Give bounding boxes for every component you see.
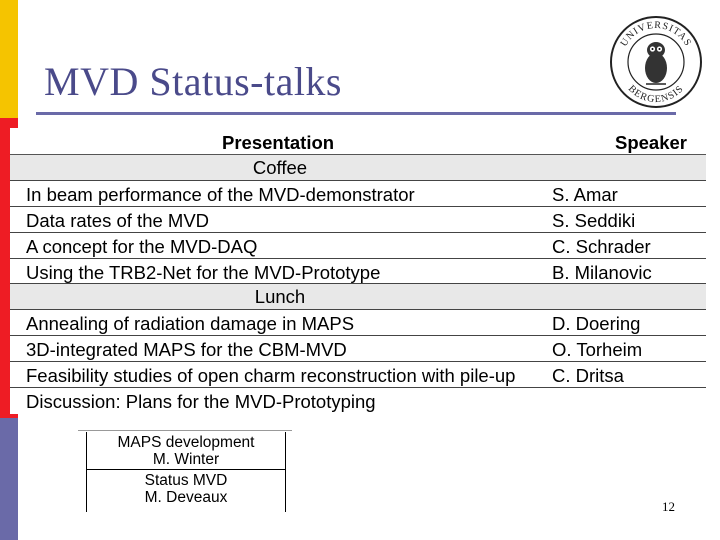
university-seal-logo <box>608 14 704 110</box>
table-row-break-coffee <box>10 155 706 181</box>
sub-talk-title: Status MVD <box>144 472 228 489</box>
column-header-speaker: Speaker <box>615 132 687 153</box>
presentation-title: A concept for the MVD-DAQ <box>26 235 258 257</box>
table-row <box>10 362 706 388</box>
table-row <box>10 310 706 336</box>
speaker-name: S. Seddiki <box>552 209 636 231</box>
speaker-name: C. Dritsa <box>552 365 624 387</box>
speaker-name: D. Doering <box>552 313 641 335</box>
sub-talk-speaker: M. Deveaux <box>144 489 228 506</box>
presentation-title: Using the TRB2-Net for the MVD-Prototype <box>26 261 381 283</box>
presentation-title: In beam performance of the MVD-demonstrator <box>26 183 415 205</box>
page-number: 12 <box>662 499 675 514</box>
table-row <box>10 233 706 259</box>
speaker-name: C. Schrader <box>552 235 651 257</box>
speaker-name: O. Torheim <box>552 339 643 361</box>
sub-schedule-table <box>86 432 286 512</box>
sub-table-top-border <box>78 430 292 431</box>
title-underline <box>36 112 676 115</box>
svg-text:BERGENSIS: BERGENSIS <box>625 83 687 106</box>
sub-talk-title: MAPS development <box>117 434 255 451</box>
table-row <box>10 181 706 207</box>
table-row <box>10 336 706 362</box>
column-header-presentation: Presentation <box>222 132 335 153</box>
speaker-name: B. Milanovic <box>552 261 652 283</box>
table-row <box>10 207 706 233</box>
presentation-title: Discussion: Plans for the MVD-Prototyping <box>26 391 376 413</box>
presentation-title: Annealing of radiation damage in MAPS <box>26 313 355 335</box>
accent-strip-blue <box>0 418 18 540</box>
svg-text:UNIVERSITAS: UNIVERSITAS <box>618 19 694 49</box>
sub-table-row <box>87 469 285 506</box>
sub-talk-speaker: M. Winter <box>152 451 220 468</box>
presentation-title: Feasibility studies of open charm reconstruction with pile-up <box>26 365 516 387</box>
table-row <box>10 259 706 285</box>
accent-strip-yellow <box>0 0 18 118</box>
schedule-table <box>10 128 706 414</box>
table-header-row <box>10 128 706 155</box>
break-label: Lunch <box>254 286 306 308</box>
sub-table-row <box>87 432 285 469</box>
table-row-break-lunch <box>10 284 706 310</box>
presentation-title: 3D-integrated MAPS for the CBM-MVD <box>26 339 347 361</box>
table-row <box>10 388 706 414</box>
slide-title: MVD Status-talks <box>44 59 342 104</box>
break-label: Coffee <box>252 157 308 178</box>
speaker-name: S. Amar <box>552 183 618 205</box>
presentation-title: Data rates of the MVD <box>26 209 210 231</box>
